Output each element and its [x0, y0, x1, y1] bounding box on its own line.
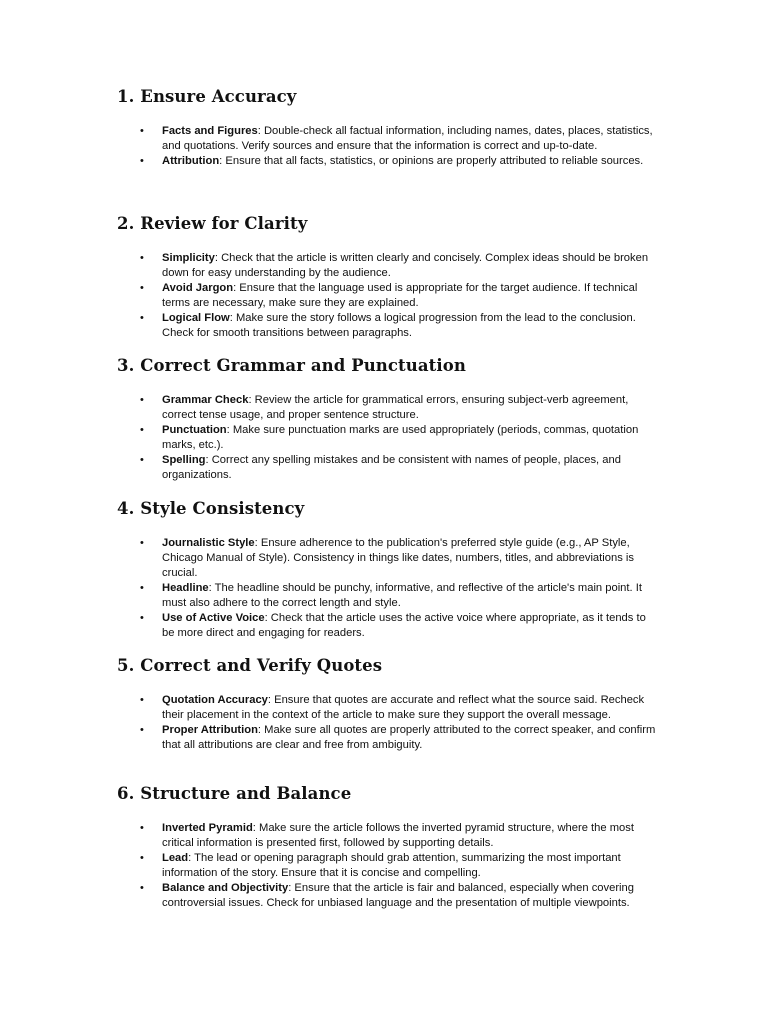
item-term: Facts and Figures [162, 125, 258, 137]
bullet-icon: • [140, 822, 144, 834]
bullet-icon: • [140, 612, 144, 624]
bullet-icon: • [140, 424, 144, 436]
bullet-icon: • [140, 882, 144, 894]
bullet-icon: • [140, 312, 144, 324]
item-term: Grammar Check [162, 394, 249, 406]
section-heading: 6. Structure and Balance [117, 784, 352, 803]
section-structure-and-balance [117, 783, 657, 911]
section-grammar-and-punctuation [117, 355, 657, 483]
bullet-icon: • [140, 252, 144, 264]
list-item [117, 821, 657, 851]
item-text: : Ensure that the language used is appropriate for the target audience. If technical terms are necessary, make sure they are explained. [162, 282, 638, 309]
list-item [117, 881, 657, 911]
bullet-icon: • [140, 155, 144, 167]
item-term: Simplicity [162, 252, 215, 264]
bullet-icon: • [140, 125, 144, 137]
bullet-icon: • [140, 852, 144, 864]
list-item [117, 611, 657, 641]
item-text: : The lead or opening paragraph should grab attention, summarizing the most important information of the story. Ensure that it is concise and compelling. [162, 852, 621, 879]
item-text: : Ensure that the article is fair and balanced, especially when covering controversial issues. Check for unbiased language and the presentation of multiple viewpoints. [162, 882, 634, 909]
list-item [117, 536, 657, 581]
list-item [117, 423, 657, 453]
item-text: : Ensure that quotes are accurate and reflect what the source said. Recheck their placement in the context of the article to make sure they support the overall message. [162, 694, 645, 721]
bullet-icon: • [140, 582, 144, 594]
item-term: Balance and Objectivity [162, 882, 289, 894]
item-text: : Correct any spelling mistakes and be consistent with names of people, places, and organizations. [162, 454, 621, 481]
item-term: Spelling [162, 454, 206, 466]
bullet-icon: • [140, 694, 144, 706]
list-item [117, 124, 657, 154]
bullet-icon: • [140, 394, 144, 406]
bullet-icon: • [140, 724, 144, 736]
section-correct-and-verify-quotes [117, 655, 657, 753]
bullet-list [117, 124, 657, 169]
list-item [117, 851, 657, 881]
bullet-icon: • [140, 537, 144, 549]
section-ensure-accuracy [117, 86, 657, 169]
item-term: Lead [162, 852, 189, 864]
section-heading: 1. Ensure Accuracy [117, 87, 297, 106]
item-term: Logical Flow [162, 312, 230, 324]
item-term: Inverted Pyramid [162, 822, 253, 834]
list-item [117, 154, 657, 169]
bullet-icon: • [140, 282, 144, 294]
bullet-list [117, 821, 657, 911]
item-text: : Ensure adherence to the publication's preferred style guide (e.g., AP Style, Chicago Manual of Style). Consistency in things like dates, numbers, titles, and abbreviations is crucial. [162, 537, 634, 579]
bullet-list [117, 393, 657, 483]
item-term: Journalistic Style [162, 537, 255, 549]
section-heading: 3. Correct Grammar and Punctuation [117, 356, 466, 375]
section-heading: 2. Review for Clarity [117, 214, 308, 233]
item-text: : Review the article for grammatical errors, ensuring subject-verb agreement, correct tense usage, and proper sentence structure. [162, 394, 629, 421]
list-item [117, 281, 657, 311]
item-text: : Make sure the story follows a logical progression from the lead to the conclusion. Check for smooth transitions between paragraphs. [162, 312, 636, 339]
list-item [117, 453, 657, 483]
section-heading: 4. Style Consistency [117, 499, 305, 518]
bullet-list [117, 251, 657, 341]
bullet-list [117, 536, 657, 641]
item-text: : Make sure punctuation marks are used appropriately (periods, commas, quotation marks, etc.). [162, 424, 639, 451]
item-term: Headline [162, 582, 209, 594]
section-style-consistency [117, 498, 657, 641]
item-term: Attribution [162, 155, 220, 167]
list-item [117, 723, 657, 753]
bullet-icon: • [140, 454, 144, 466]
section-review-for-clarity [117, 213, 657, 341]
list-item [117, 251, 657, 281]
section-heading: 5. Correct and Verify Quotes [117, 656, 383, 675]
item-text: : Ensure that all facts, statistics, or opinions are properly attributed to reliable sources. [219, 155, 644, 167]
item-text: : Check that the article is written clearly and concisely. Complex ideas should be broken down for easy understanding by the audience. [162, 252, 649, 279]
list-item [117, 393, 657, 423]
item-text: : Make sure all quotes are properly attributed to the correct speaker, and confirm that all attributions are clear and free from ambiguity. [162, 724, 656, 751]
item-term: Use of Active Voice [162, 612, 265, 624]
item-term: Proper Attribution [162, 724, 258, 736]
item-term: Punctuation [162, 424, 227, 436]
item-text: : Double-check all factual information, including names, dates, places, statistics, and quotations. Verify sources and ensure that the information is correct and up-to-date. [162, 125, 653, 152]
list-item [117, 693, 657, 723]
item-text: : Make sure the article follows the inverted pyramid structure, where the most critical information is presented first, followed by supporting details. [162, 822, 634, 849]
item-text: : The headline should be punchy, informative, and reflective of the article's main point. It must also adhere to the correct length and style. [162, 582, 642, 609]
item-term: Quotation Accuracy [162, 694, 268, 706]
bullet-list [117, 693, 657, 753]
list-item [117, 311, 657, 341]
list-item [117, 581, 657, 611]
item-term: Avoid Jargon [162, 282, 234, 294]
item-text: : Check that the article uses the active voice where appropriate, as it tends to be more direct and engaging for readers. [162, 612, 646, 639]
